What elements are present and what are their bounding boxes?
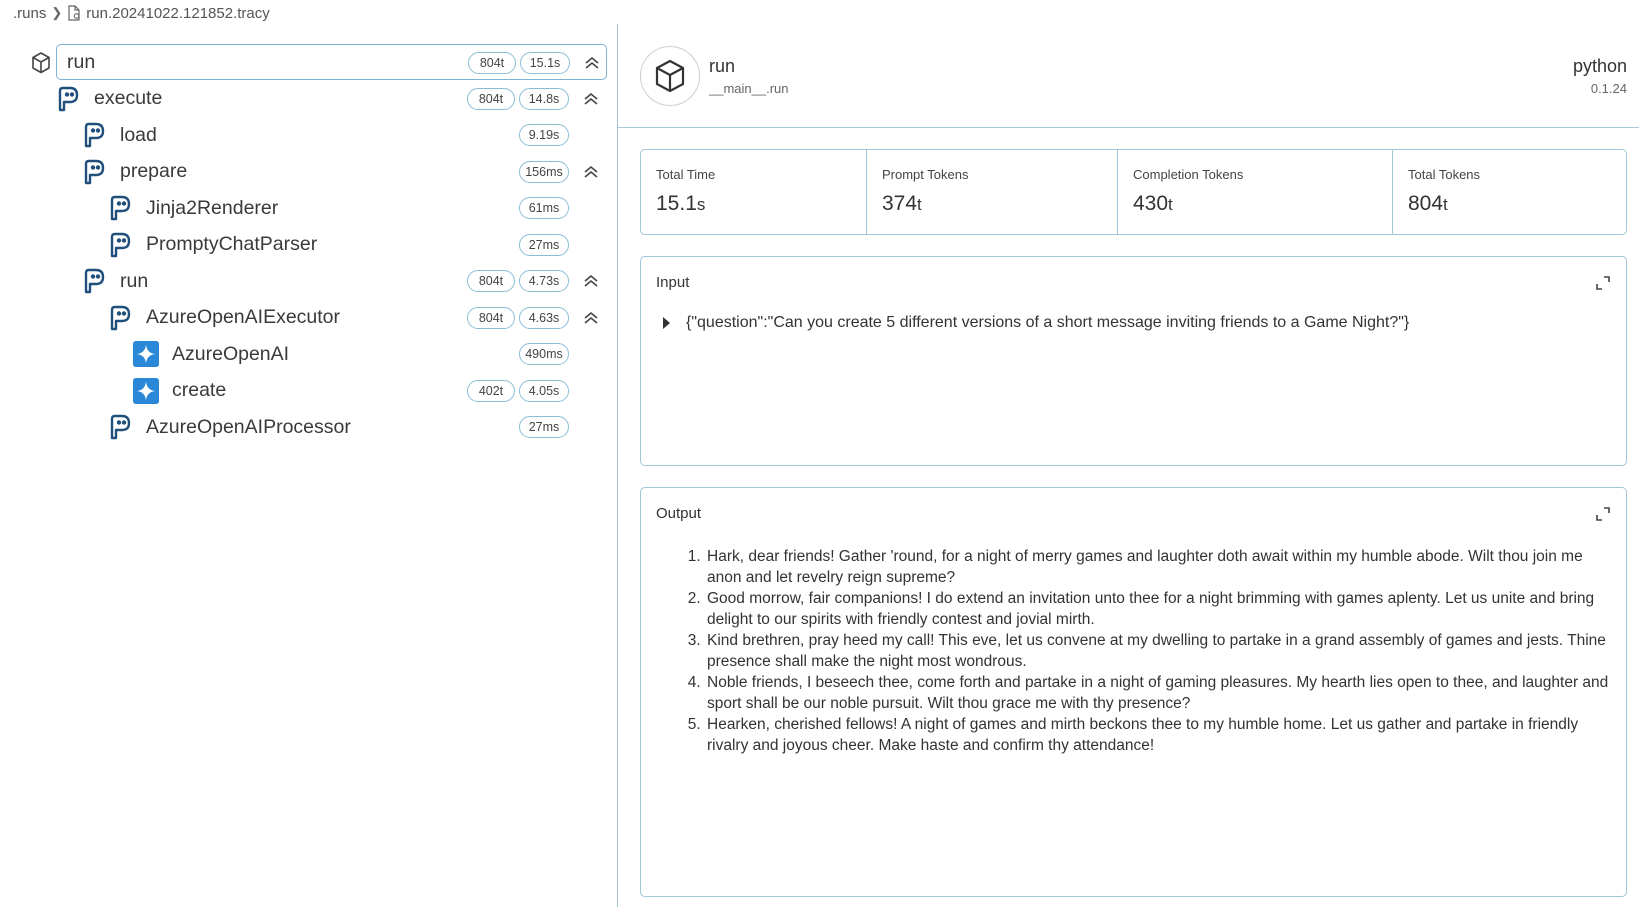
- detail-title: run: [709, 56, 736, 76]
- output-list: [663, 546, 1612, 756]
- prompty-icon: [107, 305, 133, 331]
- tree-node[interactable]: [0, 117, 607, 153]
- list-item: 2. Good morrow, fair companions! I do extend an invitation unto thee for a night brimming with games aplenty. Let us unite and bring delight to our spirits with friendly contest and jovial mirth.: [705, 588, 1612, 630]
- tree-node-label: Jinja2Renderer: [146, 196, 279, 219]
- duration-badge: 4.05s: [519, 380, 569, 402]
- cube-icon: [640, 46, 700, 106]
- output-panel: [640, 487, 1627, 897]
- tree-node[interactable]: [0, 227, 607, 263]
- json-tree-row[interactable]: [663, 314, 1409, 332]
- input-panel: [640, 256, 1627, 466]
- breadcrumb-root[interactable]: .runs: [13, 4, 47, 22]
- stat-value: 15.1s: [656, 192, 706, 215]
- stat-prompt-tokens: [866, 150, 1117, 234]
- list-item: 1. Hark, dear friends! Gather 'round, for a night of merry games and laughter doth await within my humble abode. Wilt thou join me anon and let revelry reign supreme?: [705, 546, 1612, 588]
- trace-tree: [0, 24, 617, 907]
- sparkle-icon: [133, 378, 159, 404]
- version-label: 0.1.24: [1590, 81, 1627, 96]
- expand-icon[interactable]: [1594, 274, 1612, 292]
- stat-value: 374t: [882, 192, 922, 215]
- pane-divider[interactable]: [617, 24, 618, 907]
- tree-node[interactable]: [0, 154, 607, 190]
- tree-node-label: create: [172, 379, 227, 401]
- cube-icon: [28, 50, 54, 76]
- caret-right-icon[interactable]: [663, 317, 670, 329]
- duration-badge: 61ms: [519, 197, 569, 219]
- prompty-icon: [81, 268, 107, 294]
- duration-badge: 9.19s: [519, 124, 569, 146]
- tree-node-label: AzureOpenAIExecutor: [146, 306, 341, 328]
- duration-badge: 490ms: [519, 343, 569, 365]
- tree-node-label: PromptyChatParser: [146, 233, 318, 255]
- stat-total-tokens: [1392, 150, 1626, 234]
- file-icon: [67, 5, 81, 21]
- duration-badge: 4.63s: [519, 307, 569, 329]
- tree-node[interactable]: [56, 44, 607, 80]
- prompty-icon: [107, 414, 133, 440]
- chevron-right-icon: ❯: [51, 5, 63, 20]
- stat-label: Prompt Tokens: [882, 167, 969, 182]
- duration-badge: 156ms: [519, 161, 569, 183]
- stat-value: 430t: [1133, 192, 1173, 215]
- tree-node[interactable]: [0, 300, 607, 336]
- collapse-chevron-icon[interactable]: [581, 89, 601, 109]
- stats-bar: [640, 149, 1627, 235]
- list-item: 5. Hearken, cherished fellows! A night of games and mirth beckons thee to my humble home. Let us gather and partake in friendly rivalry and joyous cheer. Make haste and confirm thy attendance!: [705, 714, 1612, 756]
- tree-node-label: AzureOpenAIProcessor: [146, 415, 351, 438]
- language-label: python: [1572, 56, 1627, 76]
- tree-node[interactable]: [0, 373, 607, 409]
- stat-label: Total Tokens: [1408, 167, 1481, 182]
- list-item: 4. Noble friends, I beseech thee, come forth and partake in a night of gaming pleasures. My hearth lies open to thee, and laughter and sport shall be our noble pursuit. Wilt thou grace me with thy presence?: [705, 672, 1612, 714]
- token-badge: 804t: [467, 270, 515, 292]
- duration-badge: 15.1s: [520, 52, 570, 74]
- breadcrumb-file[interactable]: run.20241022.121852.tracy: [86, 4, 270, 22]
- collapse-chevron-icon[interactable]: [581, 308, 601, 328]
- sparkle-icon: [133, 341, 159, 367]
- token-badge: 804t: [467, 307, 515, 329]
- output-title: Output: [656, 505, 702, 522]
- prompty-icon: [107, 232, 133, 258]
- duration-badge: 4.73s: [519, 270, 569, 292]
- token-badge: 402t: [467, 380, 515, 402]
- tree-node[interactable]: [0, 409, 607, 445]
- duration-badge: 27ms: [519, 416, 569, 438]
- token-badge: 804t: [468, 52, 516, 74]
- tree-node-label: AzureOpenAI: [172, 342, 290, 365]
- stat-total-time: [641, 150, 866, 234]
- collapse-chevron-icon[interactable]: [581, 271, 601, 291]
- input-title: Input: [656, 274, 690, 291]
- tree-node[interactable]: [0, 263, 607, 299]
- tree-node-label: prepare: [120, 160, 188, 182]
- duration-badge: 14.8s: [519, 88, 569, 110]
- tree-node-label: load: [120, 123, 157, 146]
- stat-label: Completion Tokens: [1133, 167, 1244, 182]
- expand-icon[interactable]: [1594, 505, 1612, 523]
- detail-subtitle: __main__.run: [709, 81, 789, 96]
- stat-label: Total Time: [656, 167, 716, 182]
- stat-completion-tokens: [1117, 150, 1392, 234]
- duration-badge: 27ms: [519, 234, 569, 256]
- breadcrumb: [13, 3, 270, 23]
- tree-node[interactable]: [0, 336, 607, 372]
- detail-header: [618, 24, 1639, 128]
- tree-node[interactable]: [0, 81, 607, 117]
- stat-value: 804t: [1408, 192, 1448, 215]
- tree-node-label: run: [67, 50, 96, 73]
- prompty-icon: [81, 122, 107, 148]
- collapse-chevron-icon[interactable]: [582, 53, 602, 73]
- prompty-icon: [55, 86, 81, 112]
- tree-node[interactable]: [0, 190, 607, 226]
- prompty-icon: [107, 195, 133, 221]
- tree-node-label: run: [120, 269, 149, 292]
- token-badge: 804t: [467, 88, 515, 110]
- list-item: 3. Kind brethren, pray heed my call! This eve, let us convene at my dwelling to partake in a grand assembly of games and jests. Thine presence shall make the night most wondrous.: [705, 630, 1612, 672]
- json-value: {"question":"Can you create 5 different versions of a short message inviting friends to a Game Night?"}: [686, 314, 1410, 331]
- prompty-icon: [81, 159, 107, 185]
- tree-node-label: execute: [94, 87, 163, 109]
- collapse-chevron-icon[interactable]: [581, 162, 601, 182]
